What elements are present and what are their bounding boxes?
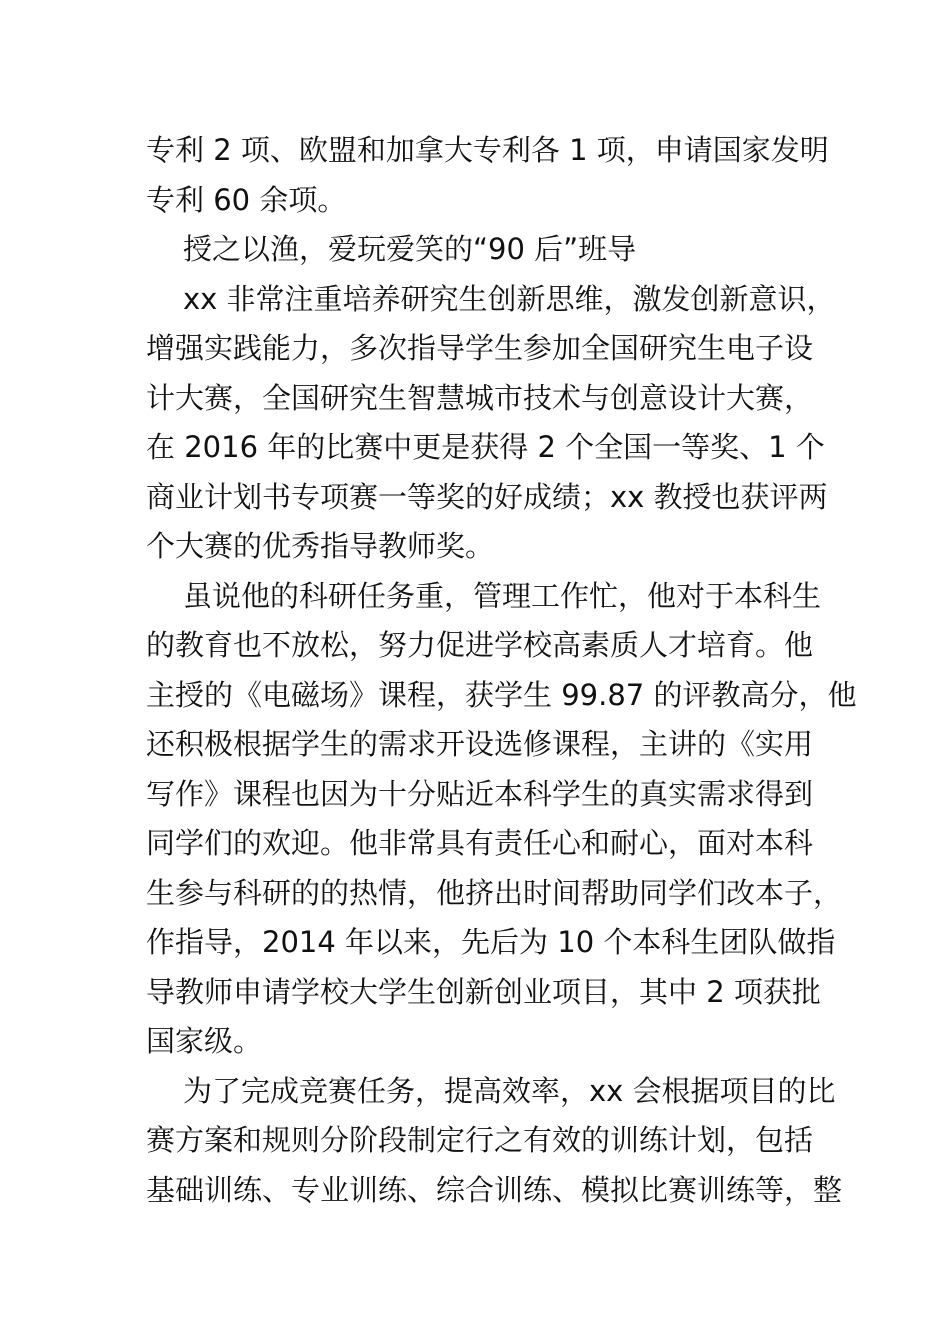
text-line: 增强实践能力，多次指导学生参加全国研究生电子设 bbox=[146, 331, 814, 365]
text-line: 个大赛的优秀指导教师奖。 bbox=[146, 529, 495, 563]
text-line: 还积极根据学生的需求开设选修课程，主讲的《实用 bbox=[146, 727, 814, 761]
text-line: 在 2016 年的比赛中更是获得 2 个全国一等奖、1 个 bbox=[146, 430, 825, 464]
text-line: 的教育也不放松，努力促进学校高素质人才培育。他 bbox=[146, 628, 814, 662]
text-line: 虽说他的科研任务重，管理工作忙，他对于本科生 bbox=[183, 578, 822, 613]
text-line: 生参与科研的的热情，他挤出时间帮助同学们改本子， bbox=[146, 875, 843, 910]
text-line: 基础训练、专业训练、综合训练、模拟比赛训练等，整 bbox=[146, 1172, 843, 1207]
text-line: 国家级。 bbox=[146, 1024, 263, 1058]
text-line: xx 非常注重培养研究生创新思维，激发创新意识， bbox=[183, 281, 836, 316]
text-line: 导教师申请学校大学生创新创业项目，其中 2 项获批 bbox=[146, 974, 821, 1009]
text-line: 作指导，2014 年以来，先后为 10 个本科生团队做指 bbox=[146, 925, 836, 959]
text-line: 主授的《电磁场》课程，获学生 99.87 的评教高分，他 bbox=[146, 677, 857, 712]
text-line: 为了完成竞赛任务，提高效率，xx 会根据项目的比 bbox=[183, 1073, 836, 1108]
text-line: 赛方案和规则分阶段制定行之有效的训练计划，包括 bbox=[146, 1123, 814, 1157]
text-line: 专利 60 余项。 bbox=[146, 182, 347, 217]
text-line: 商业计划书专项赛一等奖的好成绩；xx 教授也获评两 bbox=[146, 479, 828, 514]
text-line: 专利 2 项、欧盟和加拿大专利各 1 项，申请国家发明 bbox=[146, 133, 829, 167]
text-line: 计大赛，全国研究生智慧城市技术与创意设计大赛， bbox=[146, 380, 814, 415]
document-body bbox=[146, 126, 857, 1215]
text-line: 同学们的欢迎。他非常具有责任心和耐心，面对本科 bbox=[146, 826, 814, 860]
text-line: 写作》课程也因为十分贴近本科学生的真实需求得到 bbox=[146, 776, 814, 811]
text-line: 授之以渔，爱玩爱笑的“90 后”班导 bbox=[183, 232, 637, 266]
